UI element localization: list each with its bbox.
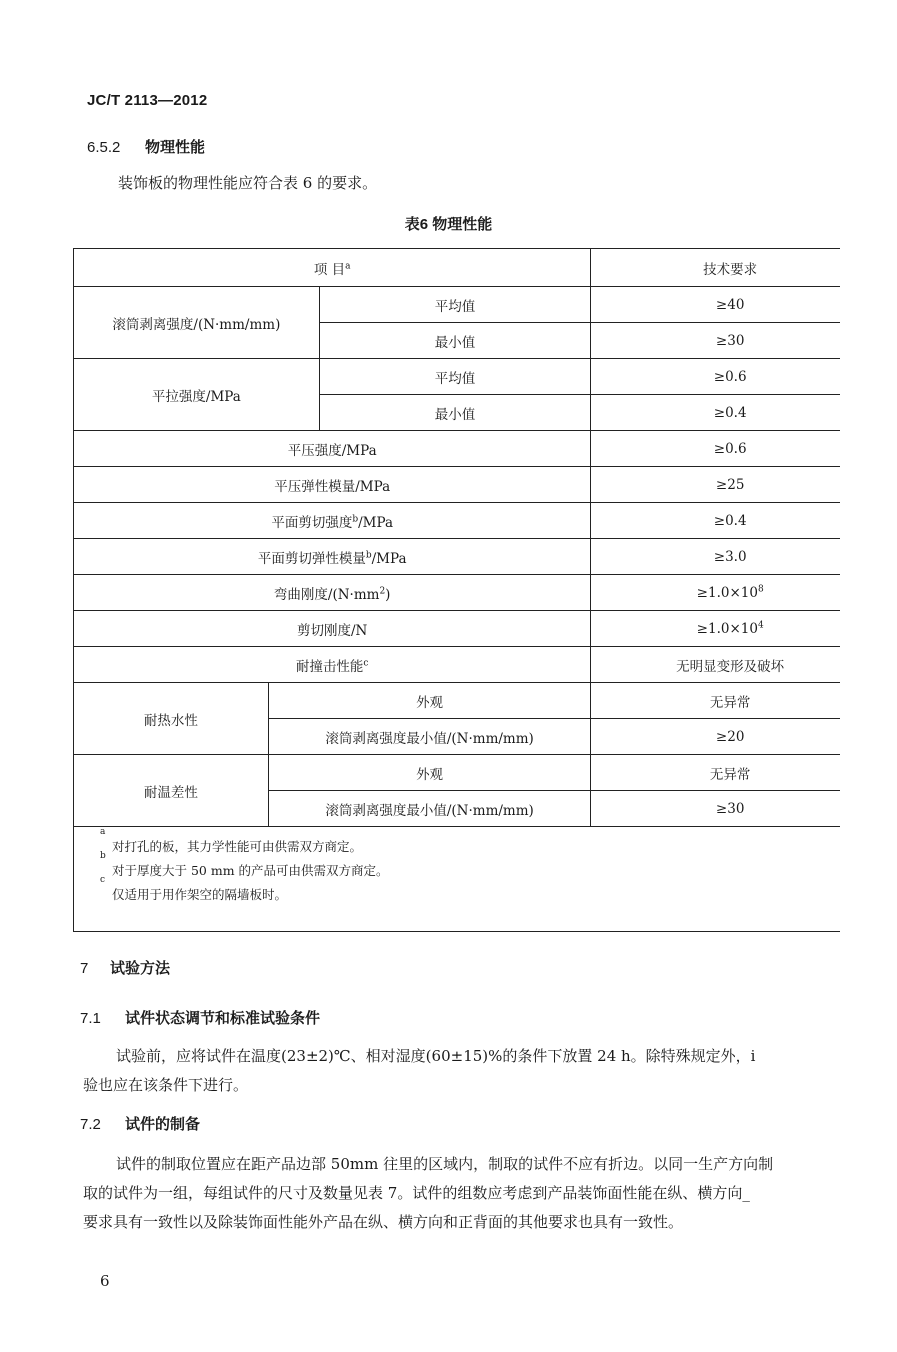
section-7-2-line-1: 试件的制取位置应在距产品边部 50mm 往里的区域内，制取的试件不应有折边。以同一生产方向制: [116, 1155, 774, 1173]
requirement-value: ≥0.4: [591, 503, 870, 539]
row-label: 耐温差性: [74, 755, 269, 827]
row-label: 平拉强度/MPa: [74, 359, 320, 431]
section-7-1-line-1: 试验前，应将试件在温度(23±2)℃、相对湿度(60±15)%的条件下放置 24 h。除特殊规定外，i: [116, 1047, 756, 1065]
table-row: [74, 647, 870, 683]
section-6-5-2-heading: [87, 136, 205, 157]
footnote-row: [74, 827, 870, 932]
requirement-value: ≥30: [591, 323, 870, 359]
requirement-value: ≥20: [591, 719, 870, 755]
requirement-value: $\ge 1.0\times 10^4$: [591, 611, 870, 647]
sub-label: 平均值: [319, 287, 591, 323]
requirement-value: ≥0.6: [591, 359, 870, 395]
section-7-1-line-2: 验也应在该条件下进行。: [83, 1076, 249, 1094]
requirement-value: 无异常: [591, 755, 870, 791]
section-number: 6.5.2: [87, 139, 121, 156]
table-row: [74, 359, 870, 395]
sub-label: 外观: [268, 683, 591, 719]
physical-properties-table: [73, 248, 870, 932]
header-item: 项 目$^a$: [74, 249, 591, 287]
section-number: 7: [80, 960, 89, 977]
requirement-value: ≥30: [591, 791, 870, 827]
requirement-value: 无异常: [591, 683, 870, 719]
row-label: 耐撞击性能$^c$: [74, 647, 591, 683]
table-row: [74, 683, 870, 719]
section-7-2-line-3: 要求具有一致性以及除装饰面性能外产品在纵、横方向和正背面的其他要求也具有一致性。: [83, 1213, 684, 1231]
sub-label: 最小值: [319, 395, 591, 431]
section-7-heading: [80, 957, 170, 978]
requirement-value: ≥25: [591, 467, 870, 503]
row-label: 平压强度/MPa: [74, 431, 591, 467]
table-row: [74, 467, 870, 503]
section-6-5-2-text: 装饰板的物理性能应符合表 6 的要求。: [118, 174, 378, 192]
row-label: 滚筒剥离强度/(N·mm/mm): [74, 287, 320, 359]
table-row: [74, 575, 870, 611]
table-row: [74, 539, 870, 575]
footnote-c: c 仅适用于用作架空的隔墙板时。: [100, 875, 288, 902]
footnote-b: b 对于厚度大于 50 mm 的产品可由供需双方商定。: [100, 851, 389, 878]
section-7-2-line-2: 取的试件为一组，每组试件的尺寸及数量见表 7。试件的组数应考虑到产品装饰面性能在纵、横方向_: [83, 1184, 750, 1202]
sub-label: 滚筒剥离强度最小值/(N·mm/mm): [268, 791, 591, 827]
section-title: 试验方法: [110, 960, 171, 977]
sub-label: 平均值: [319, 359, 591, 395]
requirement-value: $\ge 1.0\times 10^8$: [591, 575, 870, 611]
row-label: 平压弹性模量/MPa: [74, 467, 591, 503]
requirement-value: ≥0.4: [591, 395, 870, 431]
row-label: 平面剪切弹性模量$^b$/MPa: [74, 539, 591, 575]
section-7-1-heading: [80, 1007, 320, 1028]
table-row: [74, 755, 870, 791]
page-number: 6: [100, 1272, 110, 1290]
row-label: 剪切刚度/N: [74, 611, 591, 647]
table-row: [74, 611, 870, 647]
section-7-2-heading: [80, 1113, 200, 1134]
section-title: 物理性能: [145, 139, 206, 156]
table-footnotes: [74, 827, 870, 932]
row-label: 耐热水性: [74, 683, 269, 755]
sub-label: 最小值: [319, 323, 591, 359]
section-number: 7.1: [80, 1010, 101, 1027]
row-label: 弯曲刚度$/(N\cdot mm^2)$: [74, 575, 591, 611]
table-6-title: 表6 物理性能: [404, 216, 493, 233]
table-row: [74, 287, 870, 323]
sub-label: 滚筒剥离强度最小值/(N·mm/mm): [268, 719, 591, 755]
requirement-value: 无明显变形及破坏: [591, 647, 870, 683]
table-row: [74, 431, 870, 467]
table-row: [74, 503, 870, 539]
requirement-value: ≥0.6: [591, 431, 870, 467]
requirement-value: ≥40: [591, 287, 870, 323]
header-requirement: 技术要求: [591, 249, 870, 287]
standard-code: JC/T 2113—2012: [87, 92, 208, 109]
section-title: 试件的制备: [125, 1116, 201, 1133]
row-label: 平面剪切强度$^b$/MPa: [74, 503, 591, 539]
section-title: 试件状态调节和标准试验条件: [125, 1010, 321, 1027]
table-header-row: [74, 249, 870, 287]
sub-label: 外观: [268, 755, 591, 791]
page-edge-mask: [840, 240, 897, 940]
footnote-a: a 对打孔的板，其力学性能可由供需双方商定。: [100, 827, 363, 854]
section-number: 7.2: [80, 1116, 101, 1133]
requirement-value: ≥3.0: [591, 539, 870, 575]
